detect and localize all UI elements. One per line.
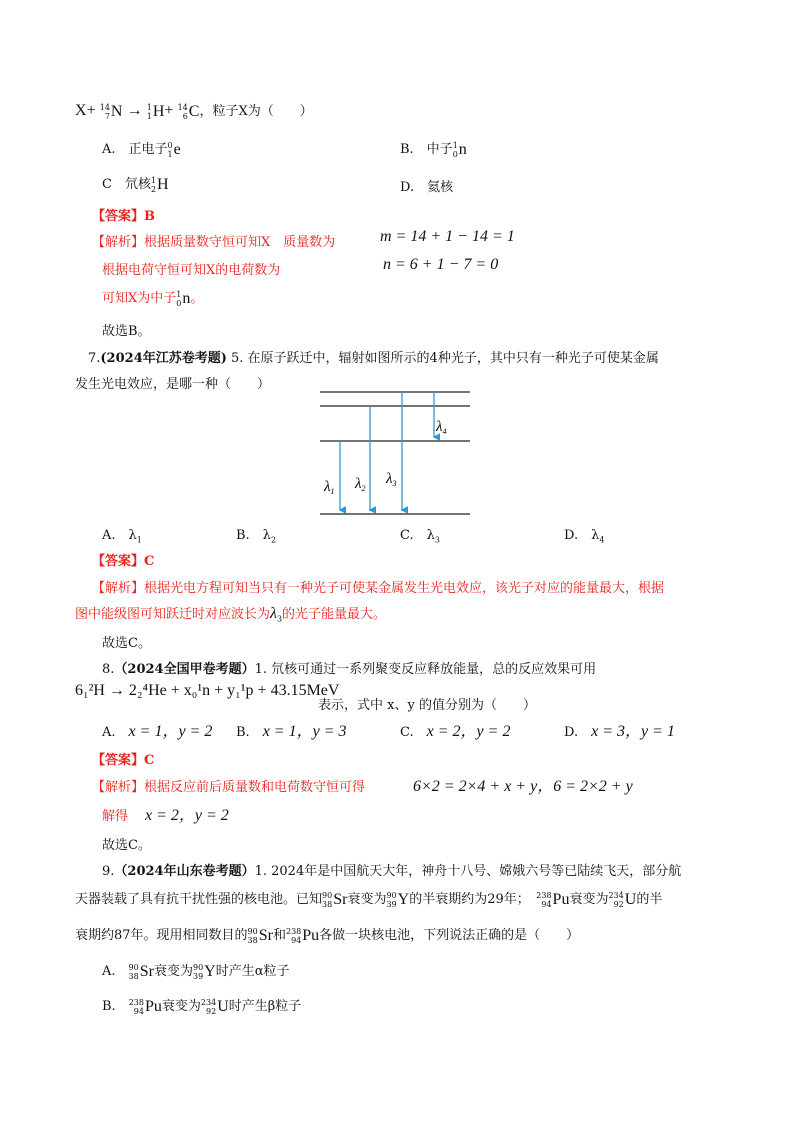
q6-stem: ，粒子X为（ ）	[199, 104, 313, 119]
q6-choose: 故选B。	[102, 324, 151, 339]
q7-answer: 【答案】C	[92, 554, 155, 569]
q6-option-a: A. 正电子 0 1 e	[102, 140, 181, 159]
q8-analysis-2: 解得	[102, 809, 129, 824]
nuclide-c14: 14 6 C	[177, 102, 200, 121]
q7-choose: 故选C。	[102, 636, 151, 651]
q9-option-b: B. 238 94 Pu 衰变为 234 92 U 时产生β粒子	[102, 997, 302, 1016]
q8-stem-line2: 表示，式中 x、y 的值分别为（ ）	[318, 698, 536, 713]
q9-stem-line2: 天器装载了具有抗干扰性强的核电池。已知 90 38 Sr 衰变为 90 39 Y 的半衰期约为29年； 238 94 Pu 衰变为 234 92 U 的半	[75, 890, 663, 909]
q8-analysis-1-math: 6×2 = 2×4 + x + y，6 = 2×2 + y	[413, 778, 633, 795]
q9-stem-line1: 9.（2024年山东卷考题）1. 2024年是中国航天大年，神舟十八号、嫦娥六号等已陆续飞天，部分航	[102, 864, 682, 879]
energy-level-diagram	[300, 385, 510, 520]
q7-analysis-2: 图中能级图可知跃迁时对应波长为$\lambda_3$的光子能量最大。	[75, 605, 387, 624]
q8-option-b: B. x = 1，y = 3	[236, 723, 347, 740]
q8-analysis-2-math: x = 2，y = 2	[145, 807, 229, 824]
q6-analysis-2: 根据电荷守恒可知X的电荷数为	[102, 263, 281, 278]
q7-stem-line1: 7.(2024年江苏卷考题) 5. 在原子跃迁中，辐射如图所示的4种光子，其中只有一种光子可使某金属	[88, 351, 659, 366]
q7-option-c: C. $\lambda_3$	[400, 528, 440, 545]
q9-option-a: A. 90 38 Sr 衰变为 90 39 Y 时产生α粒子	[102, 962, 290, 981]
q9-stem-line3: 衰期约87年。现用相同数目的 90 38 Sr 和 238 94 Pu 各做一块核电池，下列说法正确的是（ ）	[75, 926, 580, 945]
q7-analysis-1: 【解析】根据光电方程可知当只有一种光子可使某金属发生光电效应，该光子对应的能量最大，根据	[92, 581, 665, 596]
q6-analysis-2-math: n = 6 + 1 − 7 = 0	[383, 256, 499, 273]
q6-option-b: B. 中子 1 0 n	[400, 140, 467, 159]
q8-option-a: A. x = 1，y = 2	[102, 723, 213, 740]
q6-option-c: C 氘核 1 2 H	[102, 175, 169, 194]
q6-option-d: D. 氦核	[400, 180, 454, 195]
q8-analysis-1: 【解析】根据反应前后质量数和电荷数守恒可得	[92, 780, 366, 795]
label-lambda4: $\lambda_4$	[436, 419, 447, 436]
q8-stem-line1: 8.（2024全国甲卷考题）1. 氘核可通过一系列聚变反应释放能量，总的反应效果可用	[102, 662, 597, 677]
nuclide-n14: 14 7 N	[99, 102, 123, 121]
nuclide-h1: 1 1 H	[146, 102, 165, 121]
label-lambda2: $\lambda_2$	[355, 476, 366, 493]
label-lambda1: $\lambda_1$	[324, 479, 335, 496]
q7-option-a: A. $\lambda_1$	[102, 528, 142, 545]
q8-option-d: D. x = 3，y = 1	[564, 723, 675, 740]
q7-stem-line2: 发生光电效应，是哪一种（ ）	[75, 377, 271, 392]
q6-equation: X+ 14 7 N → 1 1 H + 14 6 C ，粒子X为（ ）	[75, 102, 313, 121]
q8-equation: 6₁²H → 2₂⁴He + x₀¹n + y₁¹p + 43.15MeV	[75, 682, 340, 699]
q7-option-d: D. $\lambda_4$	[564, 528, 605, 545]
q6-analysis-3: 可知X为中子 1 0 n 。	[102, 289, 204, 308]
q7-option-b: B. $\lambda_2$	[236, 528, 277, 545]
q6-analysis-1: 【解析】根据质量数守恒可知X 质量数为	[92, 235, 336, 250]
q8-option-c: C. x = 2，y = 2	[400, 723, 511, 740]
q8-answer: 【答案】C	[92, 753, 155, 768]
label-lambda3: $\lambda_3$	[386, 471, 397, 488]
q6-analysis-1-math: m = 14 + 1 − 14 = 1	[380, 228, 515, 245]
q8-choose: 故选C。	[102, 838, 151, 853]
q6-answer: 【答案】B	[92, 209, 155, 224]
